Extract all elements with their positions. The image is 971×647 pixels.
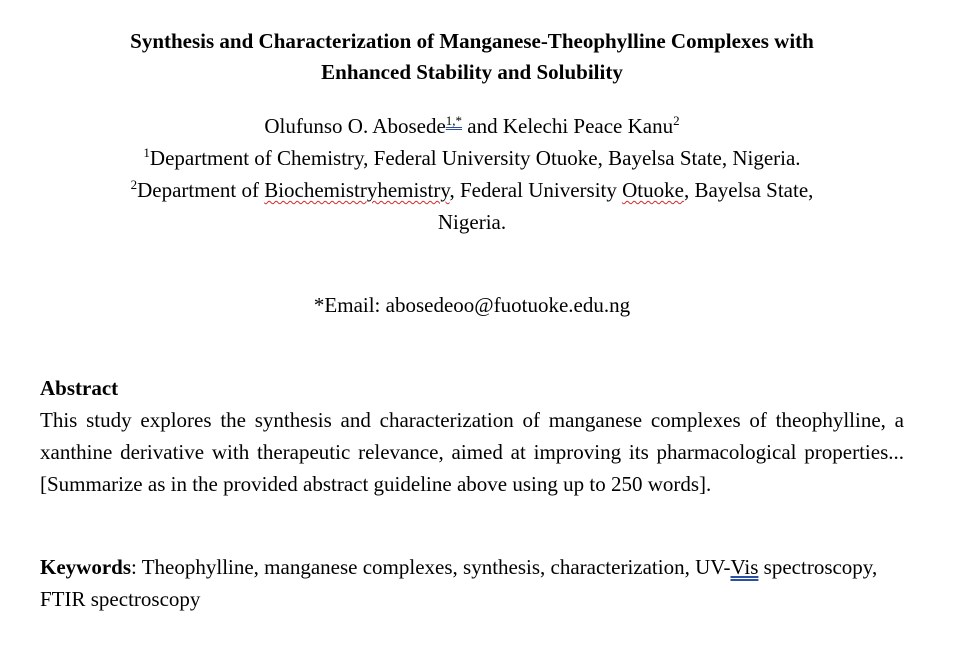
title-line-2: Enhanced Stability and Solubility [321,60,623,84]
abstract-body: This study explores the synthesis and characterization of manganese complexes of theophylline, a xanthine derivative with therapeutic relevance, aimed at improving its pharmacological properties... [Summarize as in the provided abstract guideline above using up to 250 words]. [40,408,904,496]
keywords-text-before: : Theophylline, manganese complexes, synthesis, characterization, UV- [131,555,731,579]
author-2-name: Kelechi Peace Kanu [502,114,674,138]
title-line-1: Synthesis and Characterization of Manganese-Theophylline Complexes with [130,29,814,53]
abstract-heading: Abstract [40,376,119,400]
keywords-label: Keywords [40,555,131,579]
spelling-flagged-word[interactable]: Biochemistryhemistry [264,178,450,202]
affiliation-2-prefix: Department of [137,178,265,202]
author-block [40,110,904,238]
affiliation-1-text: Department of Chemistry, Federal University Otuoke, Bayelsa State, Nigeria. [149,146,801,170]
author-line [40,110,904,142]
corresponding-email: *Email: abosedeoo@fuotuoke.edu.ng [313,293,631,317]
author-connector: and [462,114,503,138]
keywords-text-after: spectroscopy, FTIR spectroscopy [40,555,878,611]
paper-title [40,26,904,88]
affiliation-2 [40,174,904,206]
spelling-flagged-word-2[interactable]: Otuoke [622,178,684,202]
affiliation-1 [40,142,904,174]
affiliation-2-middle: , Federal University [449,178,623,202]
affiliation-2-line-2: Nigeria. [437,210,507,234]
author-1-name: Olufunso O. Abosede [264,114,446,138]
author-2-mark: 2 [673,113,680,128]
keywords-paragraph [40,551,904,615]
grammar-flagged-word[interactable]: Vis [730,555,759,579]
affiliation-2-mark: 2 [130,177,138,192]
affiliation-2-suffix: , Bayelsa State, [683,178,814,202]
author-1-marks[interactable]: 1,* [445,113,463,128]
affiliation-1-mark: 1 [143,145,150,160]
